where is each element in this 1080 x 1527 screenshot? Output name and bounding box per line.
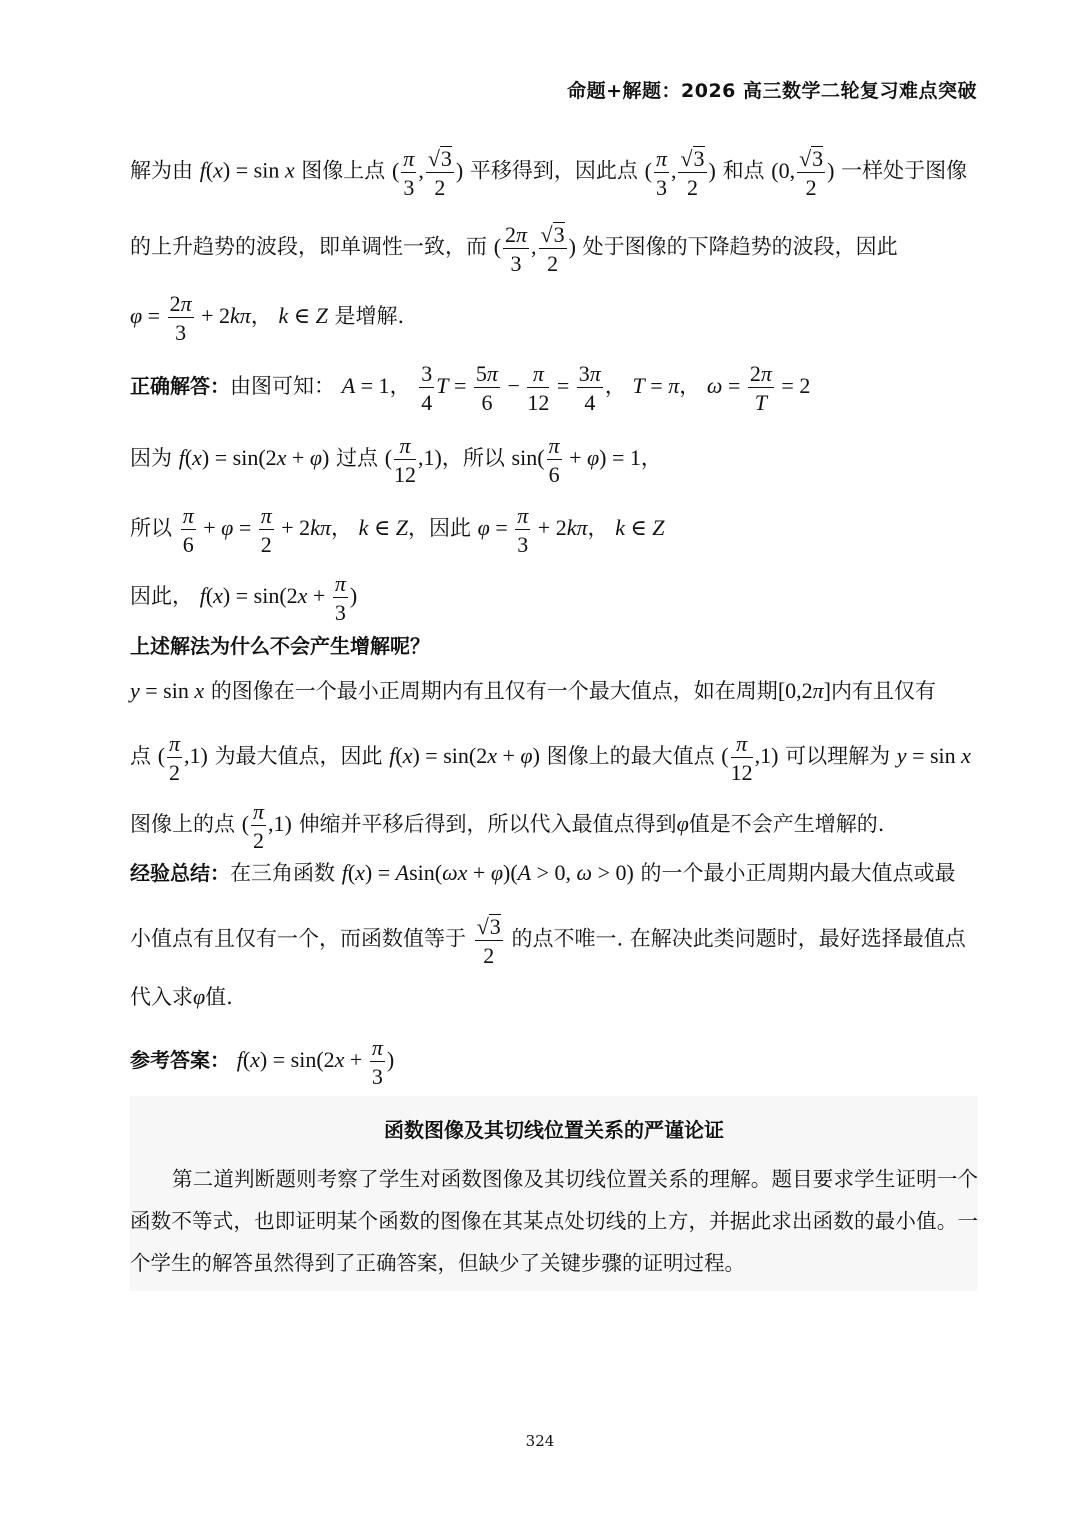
text-line: 所以 $\frac{\pi}{6}$ + φ = $\frac{\pi}{2}$ + 2kπ， k ∈ Z，因此 φ = $\frac{\pi}{3}$ + 2kπ， k ∈ Z [130,503,665,558]
text-line: φ = $\frac{2\pi}{3}$ + 2kπ， k ∈ Z 是增解. [130,291,405,346]
text-line: 代入求φ值. [130,984,233,1009]
page-number: 324 [525,1432,555,1450]
text-line: 图像上的点 ( $\frac{\pi}{2}$ ,1) 伸缩并平移后得到，所以代入最值点得到φ值是不会产生增解的. [130,799,885,854]
text-line: y = sin x 的图像在一个最小正周期内有且仅有一个最大值点，如在周期[0,2π]内有且仅有 [130,678,936,703]
page-header: 命题+解题：2026 高三数学二轮复习难点突破 [567,80,977,102]
text-line: 正确解答：由图可知： A = 1， $\frac{3}{4}$ T = $\frac{5\pi}{6}$ − $\frac{\pi}{12}$ = $\frac{3\pi}{4}$ ， T = π， ω = $\frac{2\pi}{T}$ = 2 [130,361,811,416]
reference-answer: 参考答案： f(x) = sin(2x + $\frac{\pi}{3}$ ) [130,1035,395,1090]
section-paragraph: 第二道判断题则考察了学生对函数图像及其切线位置关系的理解。题目要求学生证明一个函数不等式，也即证明某个函数的图像在其某点处切线的上方，并据此求出函数的最小值。一个学生的解答虽然得到了正确答案，但缺少了关键步骤的证明过程。 [130,1167,978,1275]
text-line: 解为由 f(x) = sin x 图像上点 ( $\frac{\pi}{3}$ , $\frac{√3}{2}$ ) 平移得到，因此点 ( $\frac{\pi}{3}$ , $\frac{√3}{2}$ ) 和点 (0, $\frac{√3}{2}$ ) 一样处于图像 [130,145,968,201]
text-line: 小值点有且仅有一个，而函数值等于 $\frac{√3}{2}$ 的点不唯一. 在解决此类问题时，最好选择最值点 [130,914,966,969]
question-heading: 上述解法为什么不会产生增解呢？ [130,634,430,658]
text-line: 因为 f(x) = sin(2x + φ) 过点 ( $\frac{\pi}{12}$ ,1)，所以 sin( $\frac{\pi}{6}$ + φ) = 1， [130,433,662,488]
text-line: 因此， f(x) = sin(2x + $\frac{\pi}{3}$ ) [130,571,358,626]
text-line: 点 ( $\frac{\pi}{2}$ ,1) 为最大值点，因此 f(x) = sin(2x + φ) 图像上的最大值点 ( $\frac{\pi}{12}$ ,1) 可以理解为 y = sin x [130,731,971,786]
section-title: 函数图像及其切线位置关系的严谨论证 [384,1118,724,1142]
text-line: 的上升趋势的波段，即单调性一致，而 ( $\frac{2\pi}{3}$ , $\frac{√3}{2}$ ) 处于图像的下降趋势的波段，因此 [130,221,898,277]
text-line: 经验总结：在三角函数 f(x) = Asin(ωx + φ)(A > 0, ω > 0) 的一个最小正周期内最大值点或最 [130,860,956,885]
